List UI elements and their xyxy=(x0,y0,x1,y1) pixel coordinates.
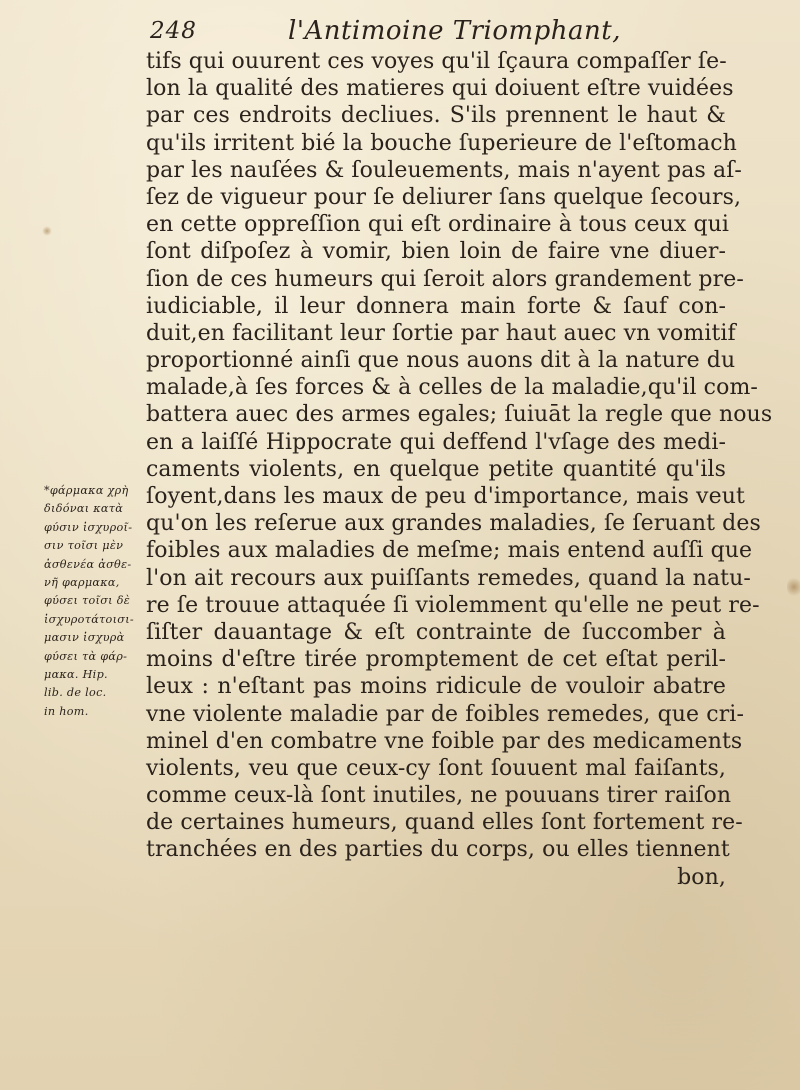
text-line: minel d'en combatre vne foible par des medicaments xyxy=(146,728,743,754)
text-line: ſont diſpoſez à vomir, bien loin de faire vne diuer- xyxy=(146,239,726,265)
margin-note-line: φύσει τὰ φάρ- xyxy=(44,649,128,663)
margin-note-line: μακα. Hip. xyxy=(44,668,108,682)
text-line: tifs qui ouurent ces voyes qu'il ſçaura compaſſer ſe- xyxy=(146,49,727,74)
text-line: qu'on les reſerue aux grandes maladies, ſe ſeruant des xyxy=(146,511,761,537)
text-line: violents, veu que ceux-cy ſont ſouuent mal faiſants, xyxy=(146,755,726,781)
text-line: ſion de ces humeurs qui ſeroit alors grandement pre- xyxy=(146,266,744,292)
catchword: bon, xyxy=(677,864,726,890)
margin-note-line: ἰσχυροτάτοισι- xyxy=(44,612,134,626)
margin-note-line: lib. de loc. xyxy=(44,686,107,700)
text-line: re ſe trouue attaquée ſi violemment qu'elle ne peut re- xyxy=(146,592,760,618)
margin-note-line: *φάρμακα χρὴ xyxy=(44,484,129,497)
text-line: ſiſter dauantage & eſt contrainte de ſuccomber à xyxy=(146,619,726,645)
margin-note-line: ἀσθενέα ἀσθε- xyxy=(44,557,132,571)
text-line: malade,à ſes forces & à celles de la maladie,qu'il com- xyxy=(146,375,758,401)
margin-note-line: φύσιν ἰσχυροῖ- xyxy=(44,520,133,534)
text-line: qu'ils irritent bié la bouche ſuperieure de l'eſtomach xyxy=(146,130,737,156)
margin-note-line: φύσει τοῖσι δὲ xyxy=(44,594,131,608)
page-number: 248 xyxy=(150,18,197,44)
text-line: de certaines humeurs, quand elles ſont fortement re- xyxy=(146,810,743,836)
text-line: vne violente maladie par de foibles remedes, que cri- xyxy=(146,701,744,727)
text-line: comme ceux-là ſont inutiles, ne pouuans tirer raiſon xyxy=(146,783,732,809)
margin-note-line: in hom. xyxy=(44,704,89,718)
text-line: lon la qualité des matieres qui doiuent eſtre vuidées xyxy=(146,76,734,102)
text-line: par les nauſées & ſouleuements, mais n'ayent pas aſ- xyxy=(146,157,742,183)
text-line: proportionné ainſi que nous auons dit à la nature du xyxy=(146,348,736,374)
text-line: tranchées en des parties du corps, ou elles tiennent xyxy=(146,837,730,863)
text-line: battera auec des armes egales; ſuiuāt la regle que nous xyxy=(146,402,773,428)
margin-note-line: σιν τοῖσι μὲν xyxy=(44,539,124,553)
margin-note xyxy=(44,482,148,721)
text-line: iudiciable, il leur donnera main forte & ſauf con- xyxy=(146,293,726,319)
text-line: caments violents, en quelque petite quantité qu'ils xyxy=(146,456,726,482)
text-line: moins d'eſtre tirée promptement de cet eſtat peril- xyxy=(146,647,726,673)
margin-note-line: μασιν ἰσχυρὰ xyxy=(44,631,125,645)
ink-spot xyxy=(42,226,52,236)
text-line: leux : n'eſtant pas moins ridicule de vouloir abatre xyxy=(146,674,726,700)
text-line: en cette oppreſſion qui eſt ordinaire à tous ceux qui xyxy=(146,212,730,238)
margin-note-line: νῆ φαρμακα, xyxy=(44,576,120,590)
text-line: foibles aux maladies de meſme; mais entend auſſi que xyxy=(146,538,753,564)
text-line: par ces endroits decliues. S'ils prennent le haut & xyxy=(146,103,726,129)
text-line: l'on ait recours aux puiſſants remedes, quand la natu- xyxy=(146,565,751,591)
text-line: ſez de vigueur pour ſe deliurer ſans quelque ſecours, xyxy=(146,184,742,210)
text-line: duit,en facilitant leur ſortie par haut auec vn vomitif xyxy=(146,320,736,346)
text-line: en a laiſſé Hippocrate qui deffend l'vſage des medi- xyxy=(146,429,726,455)
running-title: l'Antimoine Triomphant, xyxy=(288,16,622,46)
margin-note-line: διδόναι κατὰ xyxy=(44,502,124,516)
ink-spot xyxy=(787,576,800,598)
body-text xyxy=(146,48,773,891)
text-line: ſoyent,dans les maux de peu d'importance, mais veut xyxy=(146,484,745,509)
